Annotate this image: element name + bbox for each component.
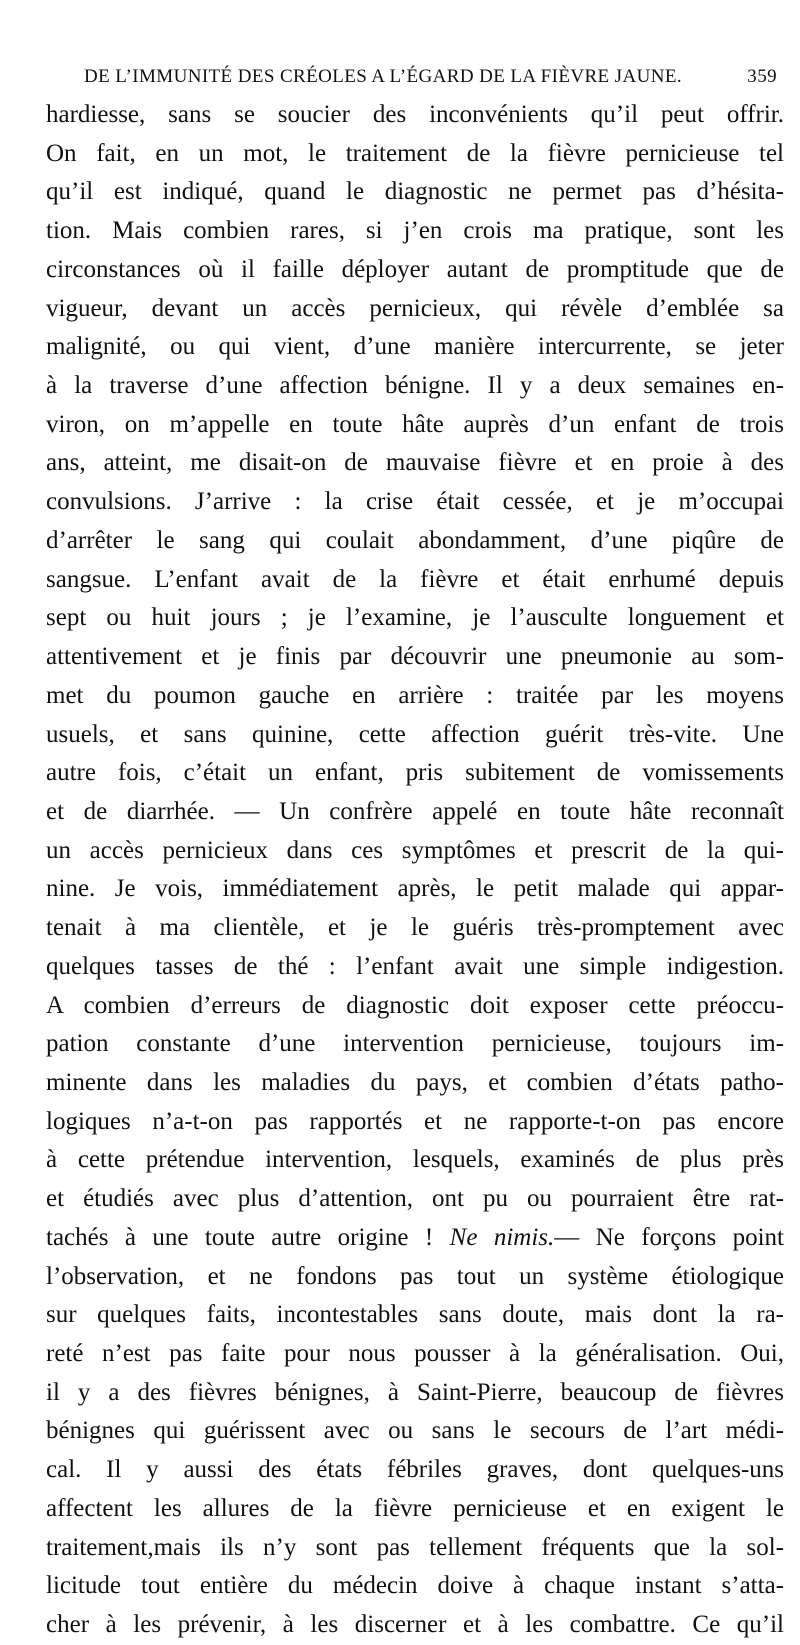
text-line: usuels, et sans quinine, cette affection guérit très-vite. Une xyxy=(46,720,784,748)
text-line: malignité, ou qui vient, d’une manière intercurrente, se jeter xyxy=(46,333,784,361)
text-line: On fait, en un mot, le traitement de la fièvre pernicieuse tel xyxy=(46,139,784,167)
running-head-title: DE L’IMMUNITÉ DES CRÉOLES A L’ÉGARD DE LA FIÈVRE JAUNE. xyxy=(84,66,682,87)
text-line: nine. Je vois, immédiatement après, le petit malade qui appar- xyxy=(46,875,784,903)
page-number: 359 xyxy=(747,66,777,87)
text-line: attentivement et je finis par découvrir une pneumonie au som- xyxy=(46,643,784,671)
text-line: à cette prétendue intervention, lesquels, examinés de plus près xyxy=(46,1146,784,1174)
text-line: d’arrêter le sang qui coulait abondamment, d’une piqûre de xyxy=(46,526,784,554)
text-line: un accès pernicieux dans ces symptômes et prescrit de la qui- xyxy=(46,836,784,864)
text-line: bénignes qui guérissent avec ou sans le secours de l’art médi- xyxy=(46,1417,784,1445)
text-line: qu’il est indiqué, quand le diagnostic ne permet pas d’hésita- xyxy=(46,178,784,206)
text-line: l’observation, et ne fondons pas tout un système étiologique xyxy=(46,1262,784,1290)
text-line: tion. Mais combien rares, si j’en crois ma pratique, sont les xyxy=(46,217,784,245)
text-line: tenait à ma clientèle, et je le guéris très-promptement avec xyxy=(46,914,784,942)
text-line: sept ou huit jours ; je l’examine, je l’ausculte longuement et xyxy=(46,604,784,632)
text-line: A combien d’erreurs de diagnostic doit exposer cette préoccu- xyxy=(46,991,784,1019)
text-line: met du poumon gauche en arrière : traitée par les moyens xyxy=(46,681,784,709)
text-line: reté n’est pas faite pour nous pousser à la généralisation. Oui, xyxy=(46,1340,784,1367)
text-line: cal. Il y aussi des états fébriles graves, dont quelques-uns xyxy=(46,1456,784,1484)
text-line: logiques n’a-t-on pas rapportés et ne rapporte-t-on pas encore xyxy=(46,1107,784,1135)
text-line: ans, atteint, me disait-on de mauvaise fièvre et en proie à des xyxy=(46,449,784,477)
body-text xyxy=(46,96,784,1645)
text-line: hardiesse, sans se soucier des inconvénients qu’il peut offrir. xyxy=(46,101,784,128)
running-head xyxy=(60,60,785,94)
text-line: convulsions. J’arrive : la crise était cessée, et je m’occupai xyxy=(46,488,784,516)
text-line-mixed xyxy=(46,1219,784,1258)
text-line: traitement,mais ils n’y sont pas tellement fréquents que la sol- xyxy=(46,1533,784,1561)
text-line: circonstances où il faille déployer autant de promptitude que de xyxy=(46,255,784,283)
text-line: pation constante d’une intervention pernicieuse, toujours im- xyxy=(46,1030,784,1058)
text-line: minente dans les maladies du pays, et combien d’états patho- xyxy=(46,1068,784,1096)
text-line: il y a des fièvres bénignes, à Saint-Pierre, beaucoup de fièvres xyxy=(46,1378,784,1406)
text-line: licitude tout entière du médecin doive à chaque instant s’atta- xyxy=(46,1572,784,1600)
text-line: vigueur, devant un accès pernicieux, qui révèle d’emblée sa xyxy=(46,294,784,322)
text-line: autre fois, c’était un enfant, pris subitement de vomissements xyxy=(46,759,784,787)
text-line: sangsue. L’enfant avait de la fièvre et était enrhumé depuis xyxy=(46,565,784,593)
italic-latin-phrase: Ne nimis. xyxy=(449,1223,555,1251)
text-line: cher à les prévenir, à les discerner et à les combattre. Ce qu’il xyxy=(46,1611,784,1639)
text-line: sur quelques faits, incontestables sans doute, mais dont la ra- xyxy=(46,1301,784,1329)
text-line: à la traverse d’une affection bénigne. Il y a deux semaines en- xyxy=(46,372,784,400)
text-line: et étudiés avec plus d’attention, ont pu ou pourraient être rat- xyxy=(46,1185,784,1213)
text-line: affectent les allures de la fièvre pernicieuse et en exigent le xyxy=(46,1494,784,1522)
text-segment: tachés à une toute autre origine ! xyxy=(46,1223,434,1251)
text-segment: — Ne forçons point xyxy=(554,1223,784,1251)
text-line: viron, on m’appelle en toute hâte auprès d’un enfant de trois xyxy=(46,410,784,438)
text-line: et de diarrhée. — Un confrère appelé en toute hâte reconnaît xyxy=(46,797,784,825)
text-line: quelques tasses de thé : l’enfant avait une simple indigestion. xyxy=(46,952,784,980)
